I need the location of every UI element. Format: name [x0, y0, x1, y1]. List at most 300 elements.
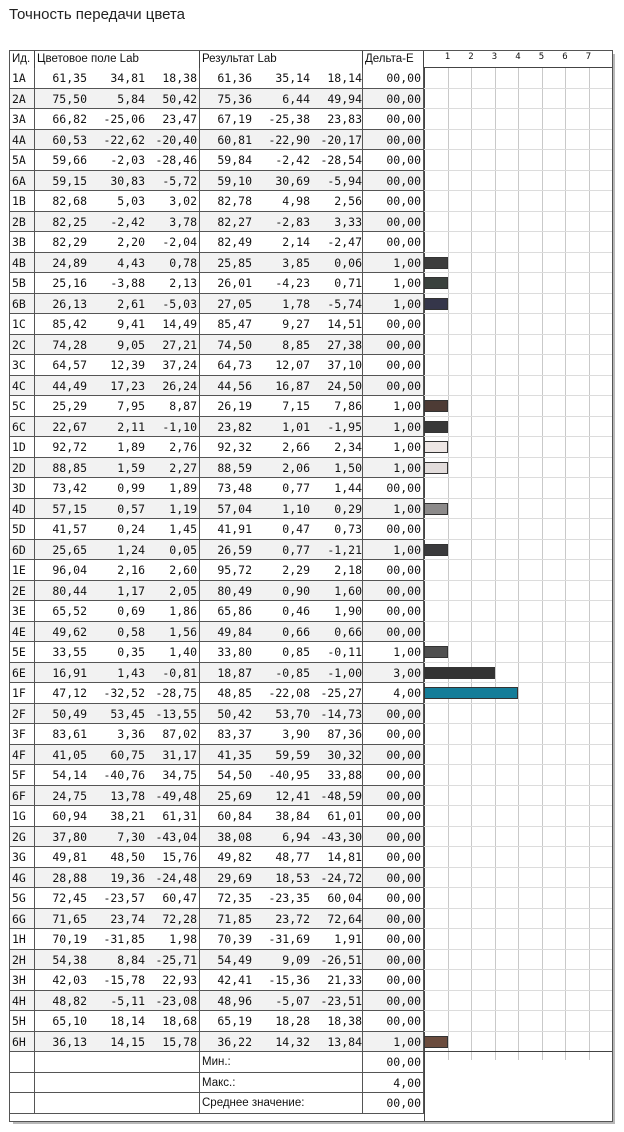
delta-e-bar: [424, 400, 448, 412]
result-lab-b: 87,36: [327, 727, 362, 741]
delta-e-value: 00,00: [363, 232, 424, 252]
result-lab-l: 61,36: [217, 71, 252, 85]
row-id: 4G: [10, 868, 35, 888]
result-lab-a: 0,66: [282, 624, 310, 639]
delta-e-bar: [424, 277, 448, 289]
result-lab-l: 26,19: [217, 399, 252, 413]
result-lab-a: -22,08: [268, 686, 310, 700]
row-id: 5E: [10, 642, 35, 662]
result-lab-l: 33,80: [217, 645, 252, 659]
delta-e-value: 1,00: [363, 540, 424, 560]
scale-tick-label: 1: [444, 52, 451, 62]
delta-e-value: 00,00: [363, 191, 424, 211]
table-row: [10, 232, 424, 253]
result-lab-a: 2,06: [282, 460, 310, 475]
row-id: 2A: [10, 89, 35, 109]
patch-lab-values: [35, 1032, 200, 1052]
patch-lab-values: [35, 970, 200, 990]
row-id: 1H: [10, 929, 35, 949]
result-lab-l: 49,84: [217, 624, 252, 639]
patch-lab-b: -5,72: [162, 173, 197, 188]
table-row: [10, 150, 424, 171]
table-row: [10, 888, 424, 909]
patch-lab-b: 15,76: [162, 850, 197, 864]
delta-e-value: 4,00: [363, 683, 424, 703]
result-lab-b: 0,73: [334, 522, 362, 536]
table-row: [10, 314, 424, 335]
scale-row-line: [424, 129, 612, 130]
result-lab-a: 30,69: [275, 173, 310, 188]
header-result-lab: Результат Lab: [200, 51, 363, 68]
table-row: [10, 68, 424, 89]
patch-lab-l: 24,75: [52, 788, 87, 803]
result-lab-l: 82,27: [217, 214, 252, 229]
summary-value: 00,00: [363, 1093, 424, 1113]
patch-lab-l: 48,82: [52, 993, 87, 1008]
patch-lab-b: 27,21: [162, 337, 197, 352]
patch-lab-a: 2,61: [117, 296, 145, 311]
row-id: 2C: [10, 335, 35, 355]
delta-e-value: 00,00: [363, 909, 424, 929]
scale-row-line: [424, 211, 612, 212]
patch-lab-l: 65,10: [52, 1014, 87, 1028]
table-row: [10, 683, 424, 704]
delta-e-value: 00,00: [363, 109, 424, 129]
scale-row-line: [424, 1051, 612, 1052]
result-lab-values: [200, 458, 363, 478]
result-lab-l: 73,48: [217, 481, 252, 495]
result-lab-values: [200, 581, 363, 601]
delta-e-value: 00,00: [363, 376, 424, 396]
result-lab-b: 60,04: [327, 891, 362, 905]
patch-lab-values: [35, 991, 200, 1011]
patch-lab-values: [35, 868, 200, 888]
result-lab-l: 59,84: [217, 153, 252, 167]
result-lab-b: -5,94: [327, 173, 362, 188]
scale-row-line: [424, 580, 612, 581]
summary-row: [10, 1052, 424, 1073]
result-lab-a: 1,78: [282, 296, 310, 311]
scale-row-line: [424, 190, 612, 191]
patch-lab-l: 85,42: [52, 317, 87, 331]
patch-lab-a: 9,41: [117, 317, 145, 331]
patch-lab-values: [35, 89, 200, 109]
table-row: [10, 130, 424, 151]
summary-value: 4,00: [363, 1073, 424, 1093]
table-row: [10, 642, 424, 663]
result-lab-b: 2,56: [334, 194, 362, 208]
scale-tick-label: 5: [538, 52, 545, 62]
scale-row-line: [424, 375, 612, 376]
result-lab-a: 0,47: [282, 522, 310, 536]
result-lab-l: 83,37: [217, 727, 252, 741]
patch-lab-values: [35, 581, 200, 601]
result-lab-b: -48,59: [320, 788, 362, 803]
result-lab-values: [200, 663, 363, 683]
table-row: [10, 950, 424, 971]
scale-row-line: [424, 908, 612, 909]
patch-lab-values: [35, 191, 200, 211]
patch-lab-a: 0,57: [117, 501, 145, 516]
table-row: [10, 1032, 424, 1053]
patch-lab-b: -0,81: [162, 665, 197, 680]
row-id: 6B: [10, 294, 35, 314]
row-id: 2F: [10, 704, 35, 724]
result-lab-l: 88,59: [217, 460, 252, 475]
patch-lab-a: -31,85: [103, 932, 145, 946]
scale-gridline: [424, 68, 425, 1121]
result-lab-a: -15,36: [268, 973, 310, 987]
row-id: 5F: [10, 765, 35, 785]
patch-lab-b: -20,40: [155, 132, 197, 147]
result-lab-a: 53,70: [275, 706, 310, 721]
result-lab-l: 92,32: [217, 440, 252, 454]
patch-lab-values: [35, 601, 200, 621]
row-id: 5H: [10, 1011, 35, 1031]
patch-lab-l: 49,81: [52, 850, 87, 864]
table-row: [10, 827, 424, 848]
table-row: [10, 724, 424, 745]
patch-lab-l: 59,66: [52, 153, 87, 167]
result-lab-l: 65,19: [217, 1014, 252, 1028]
color-accuracy-report: [9, 50, 613, 1122]
patch-lab-l: 83,61: [52, 727, 87, 741]
delta-e-bar: [424, 544, 448, 556]
result-lab-b: 2,18: [334, 563, 362, 577]
patch-lab-a: -2,03: [110, 153, 145, 167]
result-lab-values: [200, 929, 363, 949]
delta-e-bar: [424, 441, 448, 453]
result-lab-values: [200, 888, 363, 908]
row-id: 3G: [10, 847, 35, 867]
row-id: 6C: [10, 417, 35, 437]
scale-row-line: [424, 293, 612, 294]
result-lab-b: 18,14: [327, 71, 362, 85]
patch-lab-a: -2,42: [110, 214, 145, 229]
patch-lab-b: 0,78: [169, 255, 197, 270]
scale-row-line: [424, 231, 612, 232]
delta-e-value: 00,00: [363, 847, 424, 867]
result-lab-l: 57,04: [217, 501, 252, 516]
result-lab-a: -22,90: [268, 132, 310, 147]
row-id: 1G: [10, 806, 35, 826]
patch-lab-a: 3,36: [117, 727, 145, 741]
delta-e-value: 00,00: [363, 765, 424, 785]
patch-lab-values: [35, 765, 200, 785]
patch-lab-a: 1,59: [117, 460, 145, 475]
patch-lab-l: 74,28: [52, 337, 87, 352]
delta-bar-chart: [424, 68, 612, 1121]
table-row: [10, 499, 424, 520]
result-lab-b: 13,84: [327, 1034, 362, 1049]
patch-lab-a: 18,14: [110, 1014, 145, 1028]
row-id: 2G: [10, 827, 35, 847]
header-patch-lab: Цветовое поле Lab: [35, 51, 200, 68]
row-id: 5C: [10, 396, 35, 416]
table-row: [10, 601, 424, 622]
patch-lab-l: 66,82: [52, 112, 87, 126]
delta-e-value: 00,00: [363, 89, 424, 109]
result-lab-l: 36,22: [217, 1034, 252, 1049]
scale-row-line: [424, 313, 612, 314]
patch-lab-l: 65,52: [52, 604, 87, 618]
page-title: Точность передачи цвета: [9, 6, 186, 23]
result-lab-b: -23,51: [320, 993, 362, 1008]
patch-lab-l: 25,29: [52, 399, 87, 413]
result-lab-a: 9,27: [282, 317, 310, 331]
patch-lab-values: [35, 745, 200, 765]
patch-lab-values: [35, 150, 200, 170]
row-id: 3B: [10, 232, 35, 252]
delta-e-bar: [424, 646, 448, 658]
patch-lab-values: [35, 478, 200, 498]
patch-lab-l: 82,68: [52, 194, 87, 208]
patch-lab-a: 5,03: [117, 194, 145, 208]
scale-row-line: [424, 703, 612, 704]
patch-lab-b: 1,45: [169, 522, 197, 536]
result-lab-b: 23,83: [327, 112, 362, 126]
table-row: [10, 806, 424, 827]
patch-lab-l: 54,14: [52, 768, 87, 782]
patch-lab-values: [35, 253, 200, 273]
patch-lab-a: 13,78: [110, 788, 145, 803]
scale-gridline: [542, 68, 543, 1060]
scale-row-line: [424, 621, 612, 622]
scale-row-line: [424, 682, 612, 683]
table-row: [10, 191, 424, 212]
delta-e-value: 00,00: [363, 314, 424, 334]
row-id: 1E: [10, 560, 35, 580]
delta-e-value: 00,00: [363, 355, 424, 375]
delta-e-value: 1,00: [363, 437, 424, 457]
delta-e-value: 00,00: [363, 929, 424, 949]
delta-e-value: 1,00: [363, 396, 424, 416]
patch-lab-a: 9,05: [117, 337, 145, 352]
scale-row-line: [424, 477, 612, 478]
scale-row-line: [424, 744, 612, 745]
patch-lab-b: 2,76: [169, 440, 197, 454]
scale-tick-label: 2: [468, 52, 474, 62]
scale-row-line: [424, 867, 612, 868]
delta-e-value: 00,00: [363, 868, 424, 888]
table-row: [10, 868, 424, 889]
table-row: [10, 89, 424, 110]
patch-lab-l: 82,29: [52, 235, 87, 249]
result-lab-values: [200, 1011, 363, 1031]
patch-lab-values: [35, 929, 200, 949]
result-lab-l: 65,86: [217, 604, 252, 618]
result-lab-l: 82,49: [217, 235, 252, 249]
result-lab-values: [200, 724, 363, 744]
table-row: [10, 335, 424, 356]
table-row: [10, 396, 424, 417]
scale-row-line: [424, 498, 612, 499]
scale-tick-label: 7: [585, 52, 592, 62]
patch-lab-l: 59,15: [52, 173, 87, 188]
table-row: [10, 1011, 424, 1032]
row-id: 3A: [10, 109, 35, 129]
patch-lab-b: 60,47: [162, 891, 197, 905]
result-lab-l: 60,81: [217, 132, 252, 147]
result-lab-b: -5,74: [327, 296, 362, 311]
delta-e-value: 1,00: [363, 1032, 424, 1052]
result-lab-values: [200, 396, 363, 416]
result-lab-a: 7,15: [282, 399, 310, 413]
result-lab-a: 0,85: [282, 645, 310, 659]
scale-row-line: [424, 170, 612, 171]
result-lab-l: 54,50: [217, 768, 252, 782]
row-id: 1A: [10, 68, 35, 88]
row-id: 2D: [10, 458, 35, 478]
patch-lab-l: 25,65: [52, 542, 87, 557]
scale-gridline: [495, 68, 496, 1060]
delta-e-value: 1,00: [363, 499, 424, 519]
table-row: [10, 663, 424, 684]
patch-lab-b: 2,13: [169, 276, 197, 290]
result-lab-values: [200, 806, 363, 826]
summary-row: [10, 1073, 424, 1094]
patch-lab-a: -40,76: [103, 768, 145, 782]
patch-lab-b: 1,56: [169, 624, 197, 639]
patch-lab-values: [35, 417, 200, 437]
delta-e-value: 1,00: [363, 642, 424, 662]
patch-lab-a: 7,95: [117, 399, 145, 413]
patch-lab-a: 4,43: [117, 255, 145, 270]
result-lab-values: [200, 437, 363, 457]
scale-row-line: [424, 395, 612, 396]
patch-lab-values: [35, 704, 200, 724]
patch-lab-l: 49,62: [52, 624, 87, 639]
scale-row-line: [424, 559, 612, 560]
delta-e-bar: [424, 462, 448, 474]
result-lab-a: 6,94: [282, 829, 310, 844]
delta-e-value: 00,00: [363, 970, 424, 990]
result-lab-a: 59,59: [275, 747, 310, 762]
patch-lab-b: 61,31: [162, 809, 197, 823]
patch-lab-l: 64,57: [52, 358, 87, 372]
result-lab-values: [200, 68, 363, 88]
patch-lab-l: 61,35: [52, 71, 87, 85]
result-lab-l: 60,84: [217, 809, 252, 823]
result-lab-values: [200, 1032, 363, 1052]
result-lab-values: [200, 950, 363, 970]
patch-lab-a: 23,74: [110, 911, 145, 926]
row-id: 1D: [10, 437, 35, 457]
scale-row-line: [424, 436, 612, 437]
result-lab-values: [200, 109, 363, 129]
delta-e-value: 1,00: [363, 253, 424, 273]
delta-e-value: 00,00: [363, 130, 424, 150]
patch-lab-values: [35, 827, 200, 847]
result-lab-a: 18,28: [275, 1014, 310, 1028]
patch-lab-a: 14,15: [110, 1034, 145, 1049]
result-lab-l: 25,85: [217, 255, 252, 270]
result-lab-values: [200, 622, 363, 642]
result-lab-b: 1,60: [334, 583, 362, 598]
delta-e-bar: [424, 257, 448, 269]
result-lab-l: 49,82: [217, 850, 252, 864]
scale-row-line: [424, 805, 612, 806]
patch-lab-b: -1,10: [162, 419, 197, 434]
result-lab-b: -26,51: [320, 952, 362, 967]
row-id: 6D: [10, 540, 35, 560]
scale-row-line: [424, 887, 612, 888]
delta-e-value: 00,00: [363, 581, 424, 601]
table-row: [10, 355, 424, 376]
result-lab-a: 16,87: [275, 378, 310, 393]
patch-lab-l: 72,45: [52, 891, 87, 905]
patch-lab-b: 26,24: [162, 378, 197, 393]
patch-lab-l: 26,13: [52, 296, 87, 311]
table-row: [10, 622, 424, 643]
scale-gridline: [471, 68, 472, 1060]
row-id: 1F: [10, 683, 35, 703]
patch-lab-a: 7,30: [117, 829, 145, 844]
result-lab-a: -5,07: [275, 993, 310, 1008]
result-lab-b: 37,10: [327, 358, 362, 372]
result-lab-l: 59,10: [217, 173, 252, 188]
patch-lab-l: 37,80: [52, 829, 87, 844]
result-lab-b: -1,00: [327, 665, 362, 680]
patch-lab-values: [35, 396, 200, 416]
patch-lab-b: 37,24: [162, 358, 197, 372]
result-lab-a: -31,69: [268, 932, 310, 946]
scale-header: [424, 51, 612, 68]
result-lab-l: 82,78: [217, 194, 252, 208]
row-id: 2H: [10, 950, 35, 970]
patch-lab-a: 2,20: [117, 235, 145, 249]
patch-lab-b: 18,68: [162, 1014, 197, 1028]
scale-row-line: [424, 662, 612, 663]
table-row: [10, 253, 424, 274]
patch-lab-values: [35, 314, 200, 334]
result-lab-values: [200, 253, 363, 273]
scale-row-line: [424, 518, 612, 519]
row-id: 6G: [10, 909, 35, 929]
patch-lab-a: -22,62: [103, 132, 145, 147]
result-lab-values: [200, 314, 363, 334]
row-id: 3E: [10, 601, 35, 621]
result-lab-b: -43,30: [320, 829, 362, 844]
table-row: [10, 786, 424, 807]
table-row: [10, 970, 424, 991]
scale-row-line: [424, 641, 612, 642]
result-lab-l: 42,41: [217, 973, 252, 987]
result-lab-b: 21,33: [327, 973, 362, 987]
patch-lab-l: 44,49: [52, 378, 87, 393]
result-lab-b: -1,21: [327, 542, 362, 557]
result-lab-values: [200, 642, 363, 662]
table-row: [10, 560, 424, 581]
result-lab-l: 95,72: [217, 563, 252, 577]
result-lab-b: -1,95: [327, 419, 362, 434]
scale-gridline: [589, 68, 590, 1060]
patch-lab-a: -3,88: [110, 276, 145, 290]
patch-lab-b: 23,47: [162, 112, 197, 126]
result-lab-values: [200, 601, 363, 621]
result-lab-b: 49,94: [327, 91, 362, 106]
delta-e-value: 00,00: [363, 704, 424, 724]
patch-lab-values: [35, 1011, 200, 1031]
table-row: [10, 417, 424, 438]
result-lab-l: 50,42: [217, 706, 252, 721]
result-lab-a: -2,83: [275, 214, 310, 229]
result-lab-l: 18,87: [217, 665, 252, 680]
patch-lab-a: 1,24: [117, 542, 145, 557]
patch-lab-values: [35, 806, 200, 826]
table-row: [10, 458, 424, 479]
result-lab-a: 0,46: [282, 604, 310, 618]
